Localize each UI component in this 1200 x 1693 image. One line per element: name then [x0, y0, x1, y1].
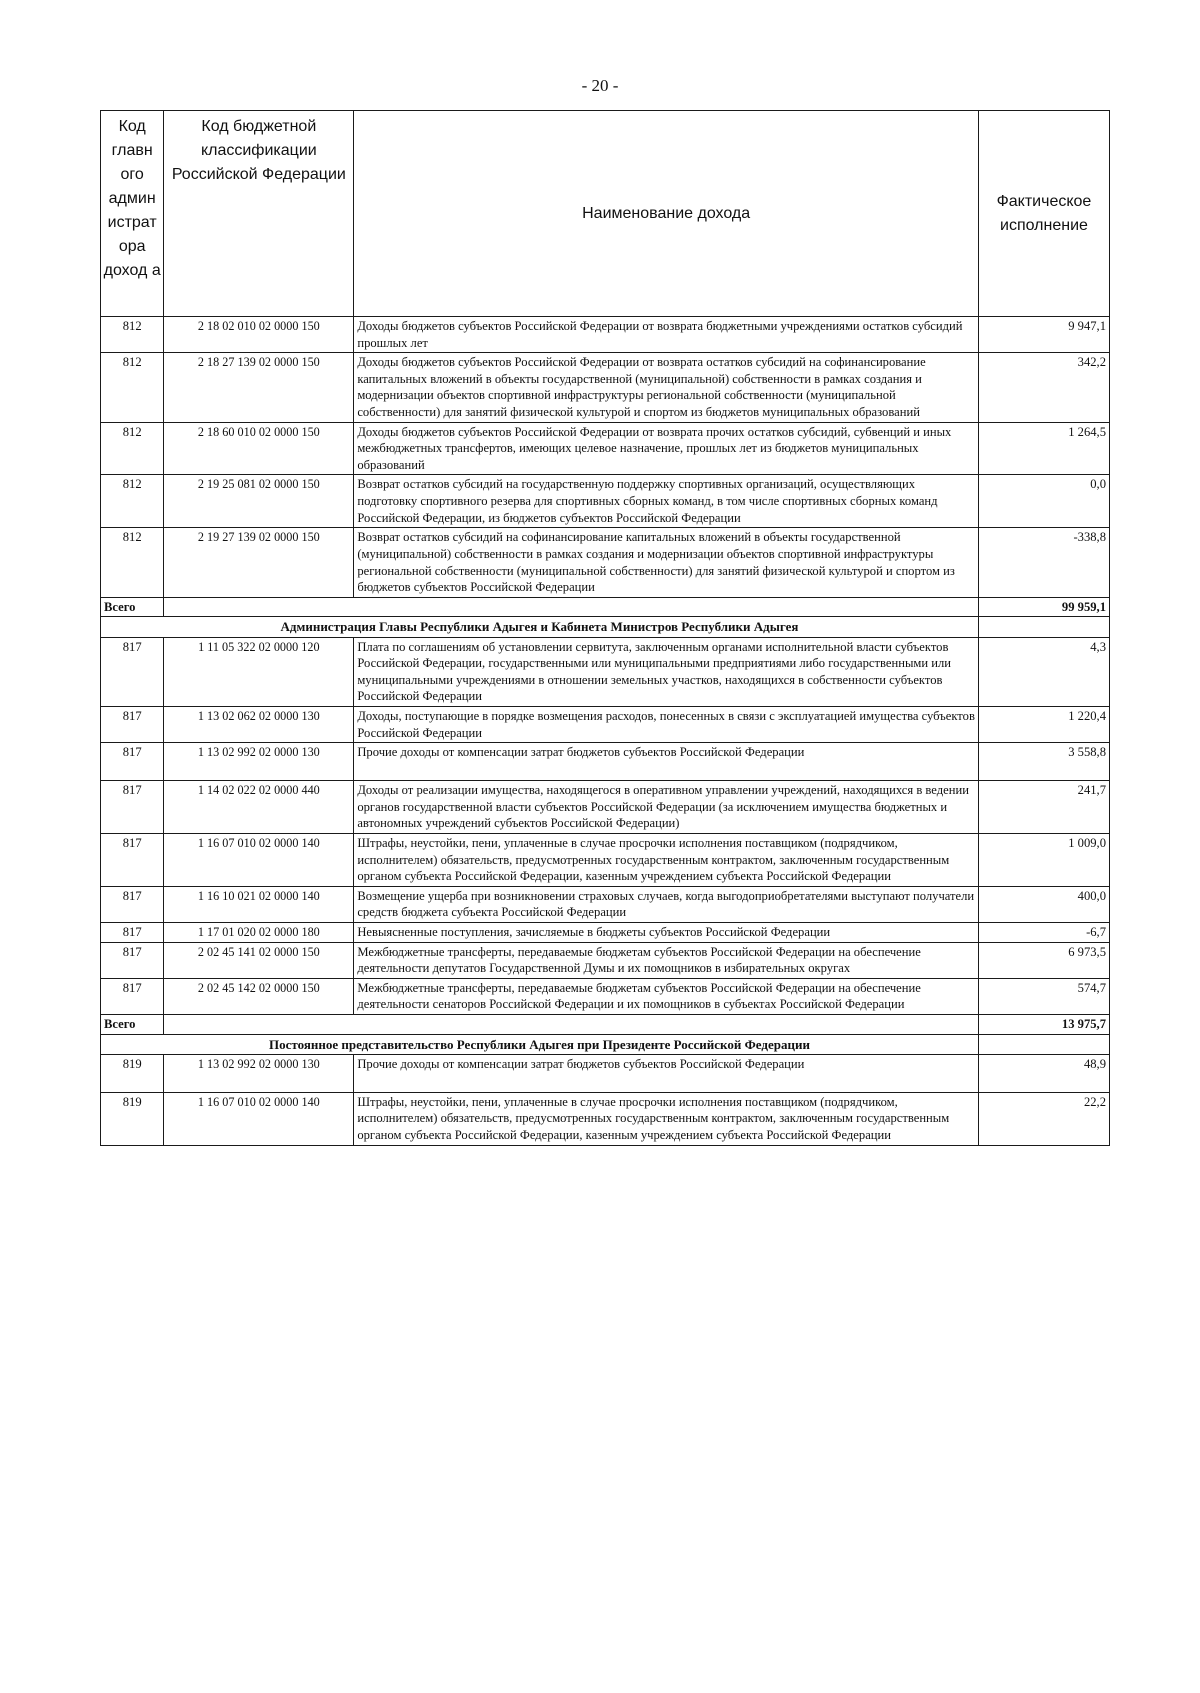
admin-code-cell: 812: [101, 528, 164, 597]
amount-cell: 342,2: [978, 353, 1109, 422]
section-empty-cell: [978, 617, 1109, 637]
table-row: [101, 886, 1110, 922]
admin-code-cell: 817: [101, 978, 164, 1014]
table-row: [101, 923, 1110, 943]
admin-code-cell: 817: [101, 834, 164, 887]
income-name-cell: Прочие доходы от компенсации затрат бюджетов субъектов Российской Федерации: [354, 743, 979, 781]
section-title: Администрация Главы Республики Адыгея и Кабинета Министров Республики Адыгея: [101, 617, 979, 637]
income-table: [100, 110, 1110, 1146]
income-name-cell: Доходы бюджетов субъектов Российской Федерации от возврата бюджетными учреждениями остатков субсидий прошлых лет: [354, 317, 979, 353]
total-row: [101, 597, 1110, 617]
income-name-cell: Невыясненные поступления, зачисляемые в бюджеты субъектов Российской Федерации: [354, 923, 979, 943]
amount-cell: -338,8: [978, 528, 1109, 597]
admin-code-cell: 812: [101, 317, 164, 353]
section-title: Постоянное представительство Республики Адыгея при Президенте Российской Федерации: [101, 1034, 979, 1054]
budget-class-cell: 1 17 01 020 02 0000 180: [164, 923, 354, 943]
income-name-cell: Штрафы, неустойки, пени, уплаченные в случае просрочки исполнения поставщиком (подрядчиком, исполнителем) обязательств, предусмотренных государственным контрактом, заключенным государственным органом субъекта Российской Федерации, казенным учреждением субъекта Российской Федерации: [354, 834, 979, 887]
budget-class-cell: 1 16 07 010 02 0000 140: [164, 834, 354, 887]
table-row: [101, 475, 1110, 528]
budget-class-cell: 1 14 02 022 02 0000 440: [164, 781, 354, 834]
budget-class-cell: 1 11 05 322 02 0000 120: [164, 637, 354, 706]
amount-cell: 1 264,5: [978, 422, 1109, 475]
amount-cell: 4,3: [978, 637, 1109, 706]
budget-class-cell: 2 02 45 142 02 0000 150: [164, 978, 354, 1014]
income-name-cell: Доходы бюджетов субъектов Российской Федерации от возврата остатков субсидий на софинансирование капитальных вложений в объекты государственной (муниципальной) собственности в рамках создания и модернизации объектов спортивной инфраструктуры региональной собственности (муниципальной собственности) для занятий физической культурой и спортом из бюджетов муниципальных образований: [354, 353, 979, 422]
income-name-cell: Доходы от реализации имущества, находящегося в оперативном управлении учреждений, находящихся в ведении органов государственной власти субъектов Российской Федерации (за исключением имущества бюджетных и автономных учреждений субъектов Российской Федерации): [354, 781, 979, 834]
amount-cell: 400,0: [978, 886, 1109, 922]
admin-code-cell: 819: [101, 1054, 164, 1092]
income-name-cell: Возмещение ущерба при возникновении страховых случаев, когда выгодоприобретателями выступают получатели средств бюджета субъекта Российской Федерации: [354, 886, 979, 922]
budget-class-cell: 1 16 07 010 02 0000 140: [164, 1092, 354, 1145]
page-number: - 20 -: [581, 76, 619, 95]
admin-code-cell: 812: [101, 422, 164, 475]
amount-cell: 48,9: [978, 1054, 1109, 1092]
total-empty-cell: [164, 597, 979, 617]
amount-cell: 9 947,1: [978, 317, 1109, 353]
admin-code-cell: 812: [101, 353, 164, 422]
amount-cell: 1 009,0: [978, 834, 1109, 887]
header-budget-classification: Код бюджетной классификации Российской Федерации: [164, 111, 354, 317]
admin-code-cell: 817: [101, 923, 164, 943]
budget-class-cell: 1 13 02 992 02 0000 130: [164, 743, 354, 781]
table-row: [101, 942, 1110, 978]
table-row: [101, 1092, 1110, 1145]
total-amount: 13 975,7: [978, 1015, 1109, 1035]
income-name-cell: Межбюджетные трансферты, передаваемые бюджетам субъектов Российской Федерации на обеспечение деятельности депутатов Государственной Думы и их помощников в избирательных округах: [354, 942, 979, 978]
budget-class-cell: 2 18 02 010 02 0000 150: [164, 317, 354, 353]
budget-class-cell: 2 02 45 141 02 0000 150: [164, 942, 354, 978]
table-row: [101, 528, 1110, 597]
admin-code-cell: 817: [101, 942, 164, 978]
table-body: [101, 317, 1110, 1146]
budget-class-cell: 2 19 25 081 02 0000 150: [164, 475, 354, 528]
budget-class-cell: 1 13 02 992 02 0000 130: [164, 1054, 354, 1092]
income-name-cell: Возврат остатков субсидий на софинансирование капитальных вложений в объекты государственной (муниципальной) собственности в рамках создания и модернизации объектов спортивной инфраструктуры региональной собственности (муниципальной собственности) для занятий физической культурой и спортом из бюджетов субъектов Российской Федерации: [354, 528, 979, 597]
income-name-cell: Возврат остатков субсидий на государственную поддержку спортивных организаций, осуществляющих подготовку спортивного резерва для спортивных сборных команд, в том числе спортивных сборных команд Российской Федерации, из бюджетов субъектов Российской Федерации: [354, 475, 979, 528]
amount-cell: -6,7: [978, 923, 1109, 943]
amount-cell: 574,7: [978, 978, 1109, 1014]
table-row: [101, 422, 1110, 475]
admin-code-cell: 817: [101, 706, 164, 742]
income-name-cell: Прочие доходы от компенсации затрат бюджетов субъектов Российской Федерации: [354, 1054, 979, 1092]
table-row: [101, 637, 1110, 706]
section-header-row: [101, 1034, 1110, 1054]
total-label: Всего: [101, 1015, 164, 1035]
admin-code-cell: 817: [101, 886, 164, 922]
header-income-name: Наименование дохода: [354, 111, 979, 317]
table-row: [101, 781, 1110, 834]
header-admin-code: Код главн ого админ истрат ора доход а: [101, 111, 164, 317]
admin-code-cell: 817: [101, 781, 164, 834]
table-row: [101, 706, 1110, 742]
amount-cell: 6 973,5: [978, 942, 1109, 978]
admin-code-cell: 817: [101, 743, 164, 781]
table-row: [101, 317, 1110, 353]
section-header-row: [101, 617, 1110, 637]
budget-class-cell: 2 19 27 139 02 0000 150: [164, 528, 354, 597]
amount-cell: 241,7: [978, 781, 1109, 834]
table-row: [101, 1054, 1110, 1092]
table-row: [101, 743, 1110, 781]
income-name-cell: Штрафы, неустойки, пени, уплаченные в случае просрочки исполнения поставщиком (подрядчиком, исполнителем) обязательств, предусмотренных государственным контрактом, заключенным государственным органом субъекта Российской Федерации, казенным учреждением субъекта Российской Федерации: [354, 1092, 979, 1145]
total-label: Всего: [101, 597, 164, 617]
budget-class-cell: 2 18 27 139 02 0000 150: [164, 353, 354, 422]
table-header-row: [101, 111, 1110, 317]
table-row: [101, 978, 1110, 1014]
admin-code-cell: 812: [101, 475, 164, 528]
section-empty-cell: [978, 1034, 1109, 1054]
admin-code-cell: 819: [101, 1092, 164, 1145]
budget-class-cell: 1 16 10 021 02 0000 140: [164, 886, 354, 922]
header-actual-execution: Фактическое исполнение: [978, 111, 1109, 317]
amount-cell: 3 558,8: [978, 743, 1109, 781]
budget-class-cell: 2 18 60 010 02 0000 150: [164, 422, 354, 475]
income-name-cell: Межбюджетные трансферты, передаваемые бюджетам субъектов Российской Федерации на обеспечение деятельности сенаторов Российской Федерации и их помощников в субъектах Российской Федерации: [354, 978, 979, 1014]
amount-cell: 1 220,4: [978, 706, 1109, 742]
income-name-cell: Доходы бюджетов субъектов Российской Федерации от возврата прочих остатков субсидий, субвенций и иных межбюджетных трансфертов, имеющих целевое назначение, прошлых лет из бюджетов муниципальных образований: [354, 422, 979, 475]
table-row: [101, 353, 1110, 422]
amount-cell: 0,0: [978, 475, 1109, 528]
income-name-cell: Плата по соглашениям об установлении сервитута, заключенным органами исполнительной власти субъектов Российской Федерации, государственными или муниципальными предприятиями либо государственными или муниципальными учреждениями в отношении земельных участков, находящихся в собственности субъектов Российской Федерации: [354, 637, 979, 706]
total-empty-cell: [164, 1015, 979, 1035]
table-row: [101, 834, 1110, 887]
total-row: [101, 1015, 1110, 1035]
amount-cell: 22,2: [978, 1092, 1109, 1145]
total-amount: 99 959,1: [978, 597, 1109, 617]
admin-code-cell: 817: [101, 637, 164, 706]
budget-class-cell: 1 13 02 062 02 0000 130: [164, 706, 354, 742]
income-name-cell: Доходы, поступающие в порядке возмещения расходов, понесенных в связи с эксплуатацией имущества субъектов Российской Федерации: [354, 706, 979, 742]
